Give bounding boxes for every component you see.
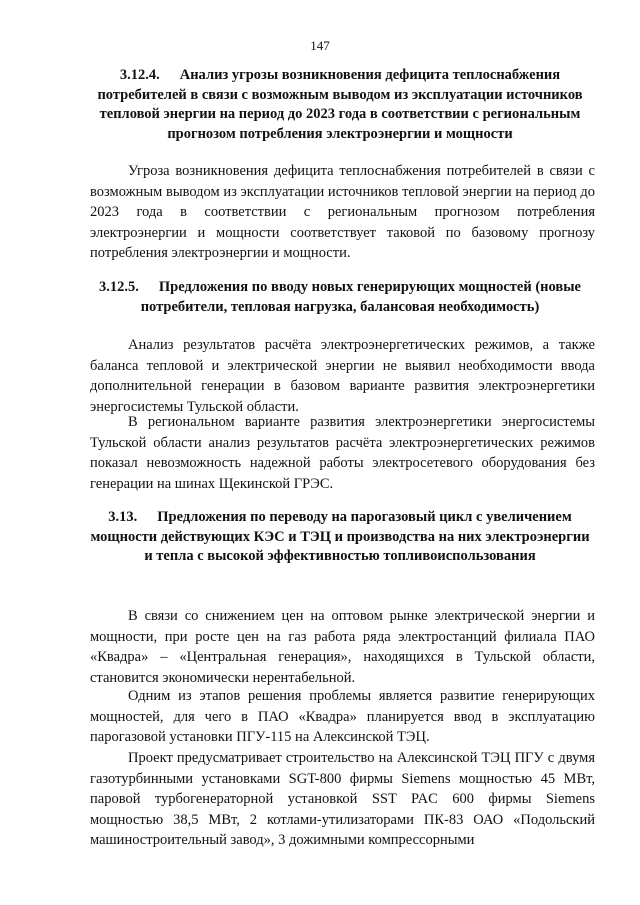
paragraph: Анализ результатов расчёта электроэнергетических режимов, а также баланса тепловой и электрической энергии не выявил необходимости ввода дополнительной генерации в базовом варианте развития электроэнергетики энергосистемы Тульской области. xyxy=(90,337,595,415)
section-heading-3-12-5 xyxy=(90,278,590,317)
section-title: Предложения по вводу новых генерирующих мощностей (новые потребители, тепловая нагрузка, балансовая необходимость) xyxy=(140,279,581,315)
section-title: Анализ угрозы возникновения дефицита теплоснабжения потребителей в связи с возможным выводом из эксплуатации источников тепловой энергии на период до 2023 года в соответствии с региональным прогнозом потребления электроэнергии и мощности xyxy=(97,67,583,142)
paragraph: Проект предусматривает строительство на Алексинской ТЭЦ ПГУ с двумя газотурбинными установками SGT-800 фирмы Siemens мощностью 45 МВт, паровой турбогенераторной установкой SST PAC 600 фирмы Siemens мощностью 38,5 МВт, 2 котлами-утилизаторами ПК-83 ОАО «Подольский машиностроительный завод», 3 дожимными компрессорными xyxy=(90,750,595,848)
section-number: 3.13. xyxy=(108,509,138,525)
section-heading-3-12-4 xyxy=(90,66,590,144)
page-number: 147 xyxy=(310,38,330,53)
paragraph: Одним из этапов решения проблемы является развитие генерирующих мощностей, для чего в ПАО «Квадра» планируется ввод в эксплуатацию парогазовой установки ПГУ-115 на Алексинской ТЭЦ. xyxy=(90,688,595,745)
paragraph: В региональном варианте развития электроэнергетики энергосистемы Тульской области анализ результатов расчёта электроэнергетических режимов показал невозможность надежной работы электросетевого оборудования без генерации на шинах Щекинской ГРЭС. xyxy=(90,414,595,492)
section-number: 3.12.5. xyxy=(99,279,139,295)
section-title: Предложения по переводу на парогазовый цикл с увеличением мощности действующих КЭС и ТЭЦ и производства на них электроэнергии и тепла с высокой эффективностью топливоиспользования xyxy=(90,509,590,564)
section-heading-3-13 xyxy=(90,508,590,567)
section-number: 3.12.4. xyxy=(119,67,160,83)
paragraph: В связи со снижением цен на оптовом рынке электрической энергии и мощности, при росте цен на газ работа ряда электростанций филиала ПАО «Квадра» – «Центральная генерация», находящихся в Тульской области, становится экономически нерентабельной. xyxy=(90,608,595,686)
paragraph: Угроза возникновения дефицита теплоснабжения потребителей в связи с возможным выводом из эксплуатации источников тепловой энергии на период до 2023 года в соответствии с региональным прогнозом потребления электроэнергии и мощности соответствует таковой по базовому прогнозу потребления электроэнергии и мощности. xyxy=(90,163,595,261)
